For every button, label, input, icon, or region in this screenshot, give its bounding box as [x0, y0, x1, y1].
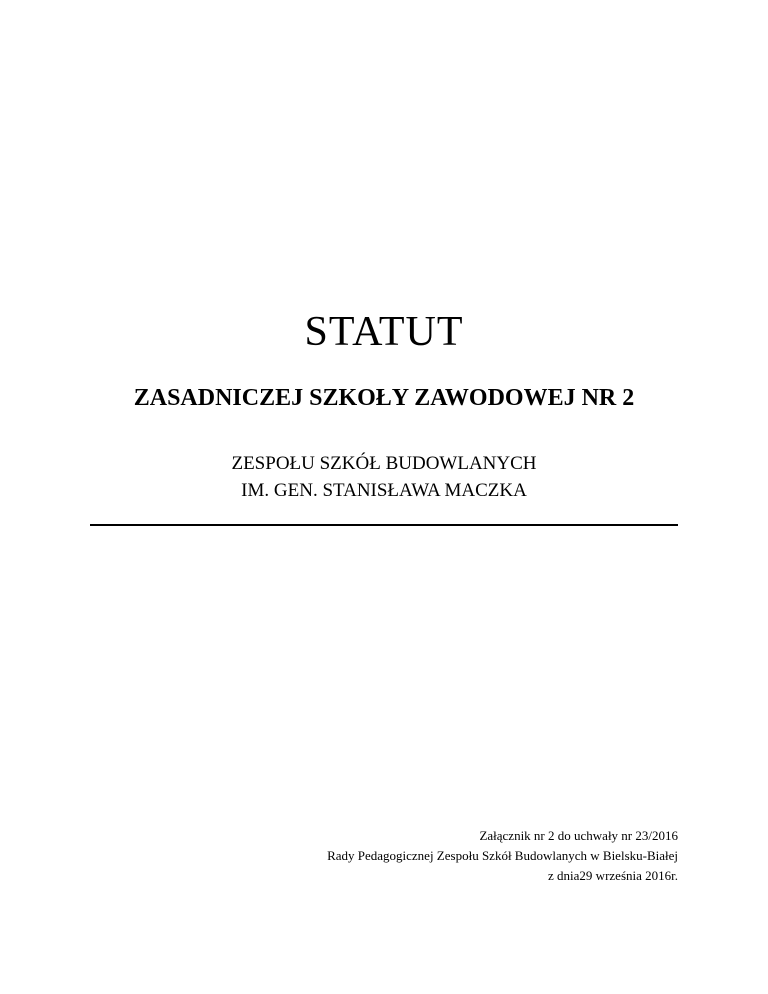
school-name-line-2: IM. GEN. STANISŁAWA MACZKA	[241, 480, 527, 501]
document-subtitle: ZASADNICZEJ SZKOŁY ZAWODOWEJ NR 2	[133, 385, 635, 411]
school-name-block	[0, 450, 768, 504]
school-name-line-1: ZESPOŁU SZKÓŁ BUDOWLANYCH	[231, 453, 537, 474]
annex-line-1: Załącznik nr 2 do uchwały nr 23/2016	[479, 828, 678, 843]
annex-line-2: Rady Pedagogicznej Zespołu Szkół Budowlanych w Bielsku-Białej	[327, 848, 678, 863]
horizontal-divider	[90, 524, 678, 526]
annex-line-3: z dnia29 września 2016r.	[548, 868, 678, 883]
annex-note	[178, 826, 678, 886]
document-title: STATUT	[304, 309, 464, 355]
